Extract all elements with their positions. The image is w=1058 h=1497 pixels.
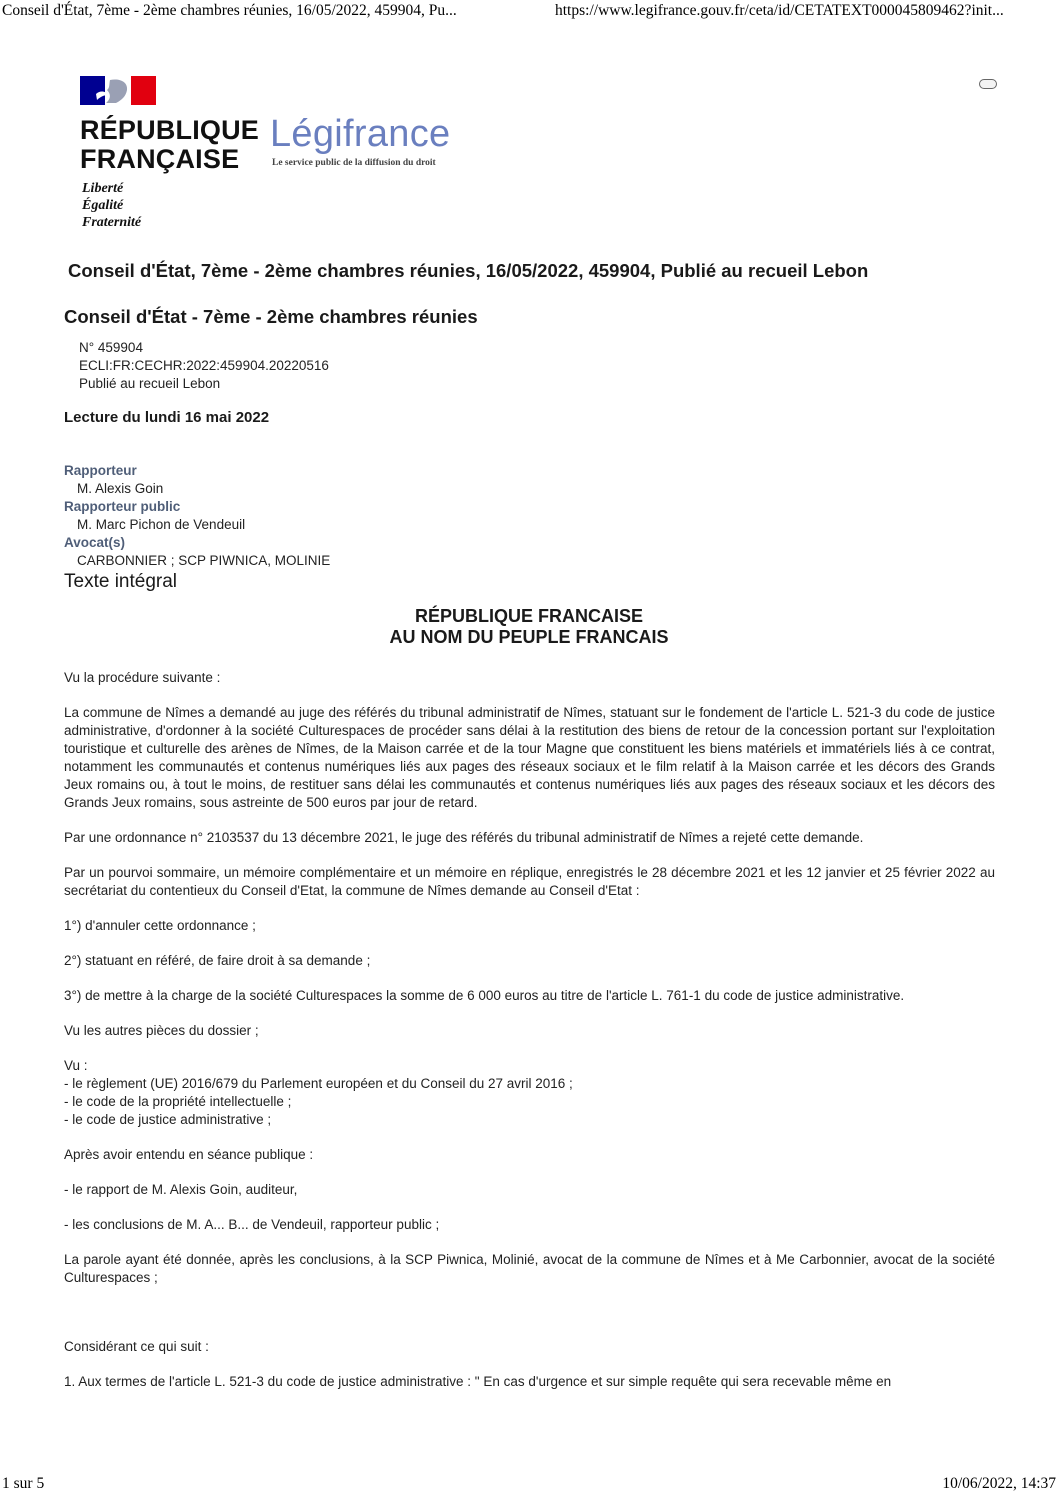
print-header-title: Conseil d'État, 7ème - 2ème chambres réunies, 16/05/2022, 459904, Pu... (2, 2, 457, 19)
print-footer (0, 1475, 1058, 1497)
decision-preamble-heading (0, 606, 1058, 648)
paragraph: La commune de Nîmes a demandé au juge des référés du tribunal administratif de Nîmes, statuant sur le fondement de l'article L. 521-3 du code de justice administrative, d'ordonner à la société Culturespaces de procéder sans délai à la restitution des biens de retour de la concession portant sur l'exploitation touristique et culturelle des arènes de Nîmes, de la Maison carrée et de la tour Magne que constituent les biens matériels et immatériels liés à ce contrat, notamment les communautés et contenus numériques liés aux pages des réseaux sociaux et le film relatif à la Maison carrée et les décors des Grands Jeux romains ou, à tout le moins, de restituer sans délai les communautés et contenus numériques liés aux pages des réseaux sociaux et les décors des Grands Jeux romains, sous astreinte de 500 euros par jour de retard. (64, 705, 995, 810)
legifrance-wordmark: Légifrance (270, 113, 451, 155)
paragraph: Par un pourvoi sommaire, un mémoire complémentaire et un mémoire en réplique, enregistrés le 28 décembre 2021 et les 12 janvier et 25 février 2022 au secrétariat du contentieux du Conseil d'Etat, la commune de Nîmes demande au Conseil d'Etat : (64, 865, 995, 898)
legifrance-tagline: Le service public de la diffusion du droit (272, 158, 436, 168)
paragraph: Après avoir entendu en séance publique : (64, 1147, 314, 1162)
marianne-icon (80, 76, 156, 105)
avocats-label: Avocat(s) (64, 535, 126, 550)
rapporteur-label: Rapporteur (64, 463, 137, 478)
paragraph: 1. Aux termes de l'article L. 521-3 du code de justice administrative : " En cas d'urgence et sur simple requête qui sera recevable même en (64, 1374, 892, 1389)
lecture-date: Lecture du lundi 16 mai 2022 (64, 409, 270, 426)
print-header-url: https://www.legifrance.gouv.fr/ceta/id/CETATEXT000045809462?init... (555, 2, 1004, 19)
devise-egalite: Égalité (82, 198, 124, 213)
paragraph: Vu : (64, 1058, 88, 1073)
parties-list (64, 462, 330, 570)
print-datetime: 10/06/2022, 14:37 (942, 1475, 1056, 1492)
decision-body (64, 669, 995, 1391)
list-item: - le code de justice administrative ; (64, 1112, 272, 1127)
paragraph: Vu la procédure suivante : (64, 670, 221, 685)
paragraph: La parole ayant été donnée, après les conclusions, à la SCP Piwnica, Molinié, avocat de la commune de Nîmes et à Me Carbonnier, avocat de la société Culturespaces ; (64, 1252, 995, 1285)
avocats-value: CARBONNIER ; SCP PIWNICA, MOLINIE (77, 553, 331, 568)
menu-toggle-button[interactable] (979, 79, 997, 89)
rf-line-1: RÉPUBLIQUE (80, 115, 260, 145)
publication-status: Publié au recueil Lebon (79, 376, 221, 391)
paragraph: 1°) d'annuler cette ordonnance ; (64, 918, 256, 933)
paragraph: Considérant ce qui suit : (64, 1339, 209, 1354)
preamble-line-2: AU NOM DU PEUPLE FRANCAIS (389, 627, 669, 647)
paragraph: 3°) de mettre à la charge de la société Culturespaces la somme de 6 000 euros au titre de l'article L. 761-1 du code de justice administrative. (64, 988, 905, 1003)
paragraph: 2°) statuant en référé, de faire droit à sa demande ; (64, 953, 371, 968)
rapporteur-public-value: M. Marc Pichon de Vendeuil (77, 517, 246, 532)
preamble-line-1: RÉPUBLIQUE FRANCAISE (414, 606, 643, 626)
rf-line-2: FRANÇAISE (80, 144, 240, 174)
paragraph: Vu les autres pièces du dossier ; (64, 1023, 259, 1038)
page-number: 1 sur 5 (2, 1475, 45, 1492)
ecli-identifier: ECLI:FR:CECHR:2022:459904.20220516 (79, 358, 329, 373)
site-logo[interactable] (80, 76, 500, 236)
print-header (0, 0, 1058, 22)
paragraph: - le rapport de M. Alexis Goin, auditeur, (64, 1182, 298, 1197)
page-title: Conseil d'État, 7ème - 2ème chambres réunies, 16/05/2022, 459904, Publié au recueil Lebon (68, 260, 869, 281)
devise-liberte: Liberté (82, 181, 124, 196)
paragraph: - les conclusions de M. A... B... de Vendeuil, rapporteur public ; (64, 1217, 440, 1232)
list-item: - le règlement (UE) 2016/679 du Parlement européen et du Conseil du 27 avril 2016 ; (64, 1076, 573, 1091)
texte-integral-heading: Texte intégral (64, 571, 178, 592)
republique-francaise-wordmark (80, 116, 259, 174)
list-item: - le code de la propriété intellectuelle ; (64, 1094, 292, 1109)
decision-number: N° 459904 (79, 340, 143, 355)
rapporteur-public-label: Rapporteur public (64, 499, 181, 514)
devise (82, 180, 141, 231)
rapporteur-value: M. Alexis Goin (77, 481, 164, 496)
juridiction-heading: Conseil d'État - 7ème - 2ème chambres réunies (64, 306, 478, 327)
decision-metadata (79, 339, 329, 393)
devise-fraternite: Fraternité (82, 215, 142, 230)
paragraph: Par une ordonnance n° 2103537 du 13 décembre 2021, le juge des référés du tribunal administratif de Nîmes a rejeté cette demande. (64, 830, 864, 845)
